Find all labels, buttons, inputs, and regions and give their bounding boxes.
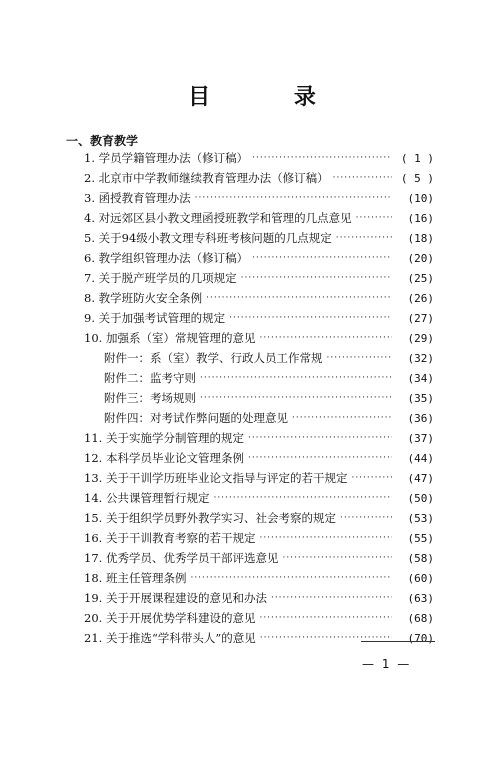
toc-entry-label: 2. 北京市中学教师继续教育管理办法（修订稿）: [84, 171, 329, 185]
toc-entry-label: 9. 关于加强考试管理的规定: [84, 311, 226, 325]
toc-entry: [84, 189, 434, 207]
toc-dot-leader: [248, 433, 392, 443]
toc-dot-leader: [200, 373, 392, 383]
toc-dot-leader: [259, 533, 392, 543]
toc-entry: [84, 549, 434, 567]
toc-dot-leader: [259, 613, 392, 623]
toc-dot-leader: [248, 453, 392, 463]
toc-dot-leader: [195, 193, 392, 203]
toc-entry-page: ( 5 ): [400, 171, 434, 185]
toc-entry: [84, 589, 434, 607]
toc-entry: [84, 309, 434, 327]
toc-dot-leader: [200, 393, 392, 403]
toc-dot-leader: [271, 593, 392, 603]
toc-entry-page: (50): [407, 491, 434, 505]
toc-entry-label: 附件二：监考守则: [104, 371, 196, 385]
toc-entry-label: 3. 函授教育管理办法: [84, 191, 191, 205]
toc-dot-leader: [206, 293, 392, 303]
toc-entry-page: (60): [407, 571, 434, 585]
toc-dot-leader: [241, 273, 392, 283]
toc-entry-page: (34): [407, 371, 434, 385]
toc-entry-page: (27): [407, 311, 434, 325]
toc-entry-label: 10. 加强系（室）常规管理的意见: [84, 331, 256, 345]
toc-entry-page: (36): [407, 411, 434, 425]
toc-entry: [84, 569, 434, 587]
toc-entry-page: (20): [407, 251, 434, 265]
toc-entry: [84, 209, 434, 227]
toc-entry-page: (16): [407, 211, 434, 225]
toc-entry: [84, 269, 434, 287]
toc-entry: [84, 429, 434, 447]
toc-dot-leader: [356, 213, 392, 223]
toc-entry: [84, 509, 434, 527]
toc-dot-leader: [336, 233, 392, 243]
toc-entry-label: 14. 公共课管理暂行规定: [84, 491, 210, 505]
toc-appendix-entry: [104, 409, 434, 427]
toc-entry-label: 1. 学员学籍管理办法（修订稿）: [84, 151, 249, 165]
toc-entry: [84, 229, 434, 247]
toc-dot-leader: [259, 333, 392, 343]
toc-entry-label: 13. 关于干训学历班毕业论文指导与评定的若干规定: [84, 471, 348, 485]
toc-dot-leader: [252, 153, 392, 163]
toc-entry-page: (18): [407, 231, 434, 245]
toc-entry-label: 19. 关于开展课程建设的意见和办法: [84, 591, 267, 605]
toc-entry-label: 5. 关于94级小教文理专科班考核问题的几点规定: [84, 231, 332, 245]
toc-dot-leader: [252, 253, 392, 263]
toc-dot-leader: [351, 473, 392, 483]
toc-entry: [84, 149, 434, 167]
toc-entry: [84, 449, 434, 467]
toc-entry-page: (68): [407, 611, 434, 625]
page-number: — 1 —: [362, 657, 412, 671]
toc-entry-page: (25): [407, 271, 434, 285]
toc-entry-label: 附件一：系（室）教学、行政人员工作常规: [104, 351, 323, 365]
toc-entry: [84, 249, 434, 267]
toc-entry-label: 11. 关于实施学分制管理的规定: [84, 431, 244, 445]
toc-dot-leader: [229, 313, 392, 323]
toc-entry-label: 16. 关于干训教育考察的若干规定: [84, 531, 256, 545]
toc-entry-page: (63): [407, 591, 434, 605]
toc-dot-leader: [213, 493, 392, 503]
toc-entry-page: (37): [407, 431, 434, 445]
toc-entry: [84, 329, 434, 347]
toc-entry-label: 20. 关于开展优势学科建设的意见: [84, 611, 256, 625]
toc-entry-label: 18. 班主任管理条例: [84, 571, 187, 585]
toc-entry-page: (58): [407, 551, 434, 565]
toc-entry-label: 8. 教学班防火安全条例: [84, 291, 203, 305]
footer-divider: [361, 641, 435, 642]
toc-entry: [84, 469, 434, 487]
toc-entry: [84, 629, 434, 647]
toc-entry-page: ( 1 ): [400, 151, 434, 165]
toc-entry-label: 附件三：考场规则: [104, 391, 196, 405]
section-heading: 一、教育教学: [66, 134, 139, 148]
toc-entry-label: 12. 本科学员毕业论文管理条例: [84, 451, 244, 465]
toc-entry-label: 21. 关于推选“学科带头人”的意见: [84, 631, 256, 645]
toc-entry-page: (29): [407, 331, 434, 345]
toc-entry-page: (32): [407, 351, 434, 365]
toc-dot-leader: [333, 173, 392, 183]
toc-entry-label: 6. 教学组织管理办法（修订稿）: [84, 251, 249, 265]
toc-appendix-entry: [104, 389, 434, 407]
toc-entry-label: 15. 关于组织学员野外教学实习、社会考察的规定: [84, 511, 336, 525]
toc-entry: [84, 609, 434, 627]
toc-entry: [84, 289, 434, 307]
toc-entry-page: (47): [407, 471, 434, 485]
page-title: 目 录: [188, 85, 354, 110]
toc-entry-page: (35): [407, 391, 434, 405]
toc-entry-page: (70): [407, 631, 434, 645]
toc-entry-page: (26): [407, 291, 434, 305]
toc-dot-leader: [327, 353, 393, 363]
toc-dot-leader: [340, 513, 392, 523]
toc-entry-label: 附件四：对考试作弊问题的处理意见: [104, 411, 288, 425]
toc-entry: [84, 169, 434, 187]
toc-entry-page: (55): [407, 531, 434, 545]
toc-entry-label: 7. 关于脱产班学员的几项规定: [84, 271, 237, 285]
toc-entry-page: (53): [407, 511, 434, 525]
toc-dot-leader: [282, 553, 392, 563]
toc-entry: [84, 529, 434, 547]
toc-appendix-entry: [104, 349, 434, 367]
toc-entry: [84, 489, 434, 507]
toc-appendix-entry: [104, 369, 434, 387]
toc-entry-label: 17. 优秀学员、优秀学员干部评选意见: [84, 551, 279, 565]
toc-entry-page: (10): [407, 191, 434, 205]
toc-dot-leader: [190, 573, 392, 583]
toc-entry-label: 4. 对远郊区县小教文理函授班教学和管理的几点意见: [84, 211, 352, 225]
toc-entry-page: (44): [407, 451, 434, 465]
toc-dot-leader: [292, 413, 392, 423]
